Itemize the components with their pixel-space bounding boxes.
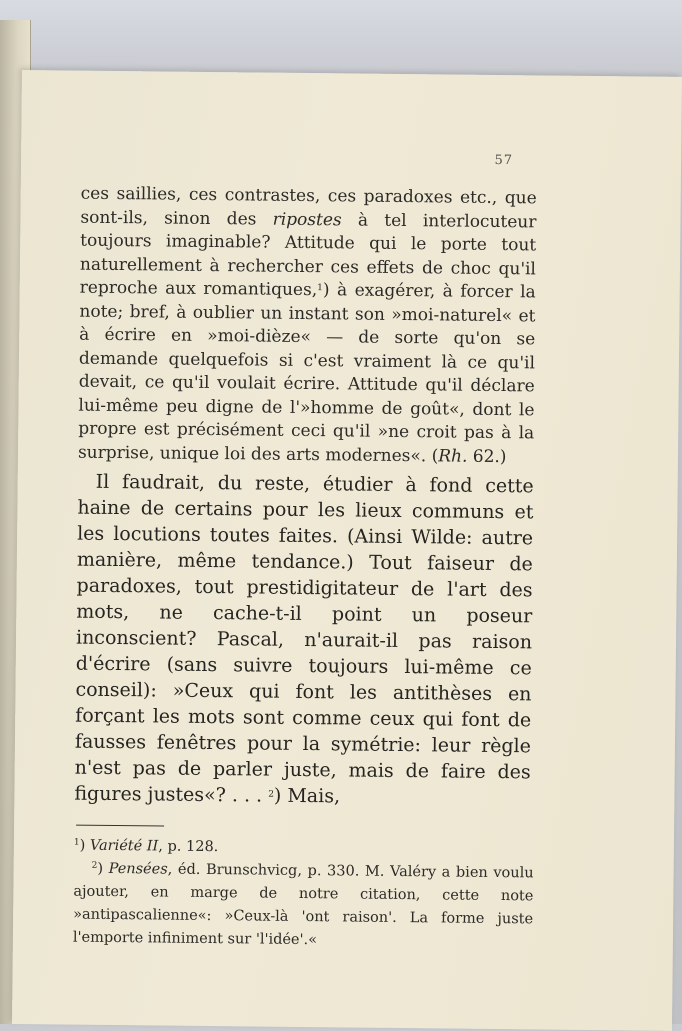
text-run: , p. 128. xyxy=(158,838,219,856)
italic-text: Variété II xyxy=(89,837,159,855)
text-run: , éd. Brunschvicg, p. 330. M. Valéry a bien voulu ajouter, en marge de notre citation, cette note »antipascalienne«: »Ceux-là 'ont raison'. La forme juste l'emporte infiniment sur 'l'idée'.« xyxy=(72,861,534,949)
italic-text: Pensées xyxy=(108,860,168,878)
text-run: ) xyxy=(79,837,90,854)
footnote-marker: 1 xyxy=(73,837,80,848)
footnote-2 xyxy=(73,858,534,955)
footnote-marker: 2 xyxy=(91,860,98,871)
body-text xyxy=(74,183,537,812)
text-run: ) à exagérer, à forcer la note; bref, à oublier un instant son »moi-naturel« et à écrire en »moi-dièze« — de sorte qu'on se demande quelquefois si c'est vraiment là ce qu'il devait, ce qu'il voulait écrire. Attitude qu'il déclare lui-même peu digne de l'»homme de goût«, dont le propre est précisément ceci qu'il »ne croit pas à la surprise, unique loi des arts modernes«. ( xyxy=(77,280,536,466)
italic-text: ripostes xyxy=(272,209,342,230)
text-run: ) xyxy=(97,860,109,877)
text-run: 62.) xyxy=(467,446,507,467)
footnote-marker: 2 xyxy=(268,789,275,800)
footnote-marker: 1 xyxy=(317,283,323,294)
page-number: 57 xyxy=(494,152,514,169)
text-run: à tel interlocuteur toujours imaginable? Attitude qui le porte tout naturellement à rechercher ces effets de choc qu'il reproche aux romantiques, xyxy=(79,209,537,301)
text-run: Il faudrait, du reste, étudier à fond cette haine de certains pour les lieux communs et les locutions toutes faites. (Ainsi Wilde: autre manière, même tendance.) Tout faiseur de paradoxes, tout prestidigitateur de l'art des mots, ne cache-t-il point un poseur inconscient? Pascal, n'aurait-il pas raison d'écrire (sans suivre toujours lui-même ce conseil): »Ceux qui font les antithèses en forçant les mots sont comme ceux qui font de fausses fenêtres pour la symétrie: leur règle n'est pas de parler juste, mais de faire des figures justes«? . . . xyxy=(74,470,534,807)
footnotes xyxy=(73,835,534,955)
text-run: ces saillies, ces contrastes, ces paradoxes etc., que sont-ils, sinon des xyxy=(80,183,537,230)
italic-text: Rh. xyxy=(438,445,468,467)
paragraph-1 xyxy=(78,183,537,470)
text-run: ) Mais, xyxy=(273,784,341,808)
footnote-rule xyxy=(76,825,164,827)
paragraph-2 xyxy=(74,469,534,812)
book-page xyxy=(12,70,682,1031)
